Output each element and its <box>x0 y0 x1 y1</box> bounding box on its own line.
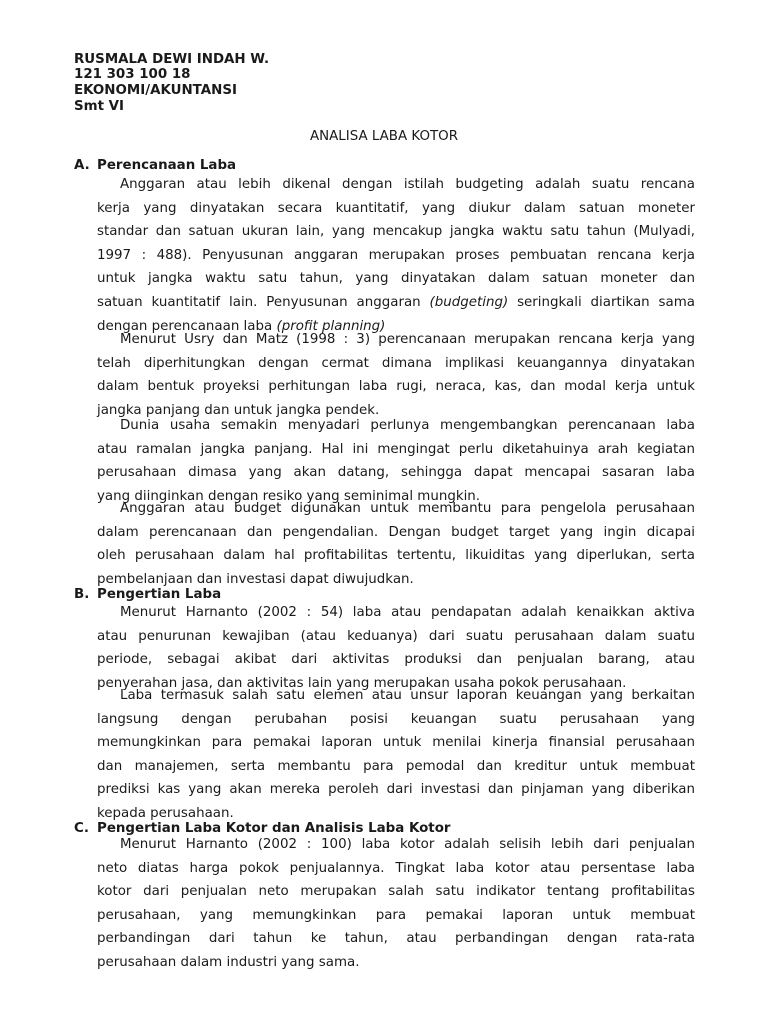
text-line: penyerahan jasa, dan aktivitas lain yang merupakan usaha pokok perusahaan. <box>97 675 627 691</box>
paragraph <box>97 601 695 695</box>
text-line: standar dan satuan ukuran lain, yang mencakup jangka waktu satu tahun (Mulyadi, <box>97 224 695 240</box>
text-line: yang diinginkan dengan resiko yang seminimal mungkin. <box>97 488 481 504</box>
section-heading-a <box>74 158 236 174</box>
text-line: prediksi kas yang akan mereka peroleh dari investasi dan pinjaman yang diberikan <box>97 782 695 798</box>
text-line: oleh perusahaan dalam hal profitabilitas tertentu, likuiditas yang diperlukan, serta <box>97 548 695 564</box>
text-line: dalam bentuk proyeksi perhitungan laba rugi, neraca, kas, dan modal kerja untuk <box>97 379 695 395</box>
author-name: RUSMALA DEWI INDAH W. <box>74 52 270 67</box>
text-line: kepada perusahaan. <box>97 805 234 821</box>
text-line: Menurut Harnanto (2002 : 100) laba kotor adalah selisih lebih dari penjualan <box>120 837 695 852</box>
text-fragment: dengan perencanaan laba <box>97 318 273 334</box>
italic-term: (profit planning) <box>276 318 386 334</box>
text-line: langsung dengan perubahan posisi keuangan suatu perusahaan yang <box>97 711 695 727</box>
text-line: perusahaan dalam industri yang sama. <box>97 954 360 970</box>
section-letter: B. <box>74 587 90 602</box>
text-line: memungkinkan para pemakai laporan untuk menilai kinerja finansial perusahaan <box>97 735 695 751</box>
section-title: Pengertian Laba <box>97 587 222 602</box>
text-line: Anggaran atau lebih dikenal dengan istilah budgeting adalah suatu rencana <box>120 177 695 192</box>
document-title: ANALISA LABA KOTOR <box>309 129 459 144</box>
italic-term: (budgeting) <box>429 294 509 310</box>
text-line: atau penurunan kewajiban (atau keduanya) dari suatu perusahaan dalam suatu <box>97 628 695 644</box>
text-line: jangka panjang dan untuk jangka pendek. <box>97 402 380 418</box>
section-title: Perencanaan Laba <box>97 158 237 173</box>
text-line: dan manajemen, serta membantu para pemodal dan kreditur untuk membuat <box>97 758 695 774</box>
section-title: Pengertian Laba Kotor dan Analisis Laba Kotor <box>97 821 451 836</box>
text-line: Anggaran atau budget digunakan untuk membantu para pengelola perusahaan <box>120 501 695 516</box>
text-line: Menurut Usry dan Matz (1998 : 3) perencanaan merupakan rencana kerja yang <box>120 332 695 347</box>
section-letter: C. <box>74 821 89 836</box>
text-fragment: satuan kuantitatif lain. Penyusunan anggaran <box>97 294 421 310</box>
paragraph <box>97 414 695 508</box>
text-line: neto diatas harga pokok penjualannya. Tingkat laba kotor atau persentase laba <box>97 860 695 876</box>
text-line: Laba termasuk salah satu elemen atau unsur laporan keuangan yang berkaitan <box>120 688 695 703</box>
semester: Smt VI <box>74 99 125 114</box>
section-letter: A. <box>74 158 90 173</box>
text-line: dalam perencanaan dan pengendalian. Dengan budget target yang ingin dicapai <box>97 524 695 540</box>
text-line: perbandingan dari tahun ke tahun, atau perbandingan dengan rata-rata <box>97 931 695 947</box>
text-line: kotor dari penjualan neto merupakan salah satu indikator tentang profitabilitas <box>97 884 695 900</box>
paragraph <box>97 833 695 975</box>
text-fragment: seringkali diartikan sama <box>517 294 695 310</box>
paragraph <box>97 684 695 826</box>
text-line: 1997 : 488). Penyusunan anggaran merupakan proses pembuatan rencana kerja <box>97 247 695 263</box>
student-id: 121 303 100 18 <box>74 67 191 82</box>
text-line: Dunia usaha semakin menyadari perlunya mengembangkan perencanaan laba <box>120 418 695 433</box>
text-line: pembelanjaan dan investasi dapat diwujudkan. <box>97 571 414 587</box>
text-line: perusahaan dimasa yang akan datang, sehingga dapat mencapai sasaran laba <box>97 465 695 481</box>
study-program: EKONOMI/AKUNTANSI <box>74 83 237 98</box>
text-line: telah diperhitungkan dengan cermat dimana implikasi keuangannya dinyatakan <box>97 355 695 371</box>
paragraph <box>97 173 695 338</box>
text-line: untuk jangka waktu satu tahun, yang dinyatakan dalam satuan moneter dan <box>97 271 695 287</box>
text-line: atau ramalan jangka panjang. Hal ini mengingat perlu diketahuinya arah kegiatan <box>97 441 695 457</box>
text-line: Menurut Harnanto (2002 : 54) laba atau pendapatan adalah kenaikkan aktiva <box>120 605 695 620</box>
paragraph <box>97 328 695 422</box>
paragraph <box>97 497 695 591</box>
text-line: periode, sebagai akibat dari aktivitas produksi dan penjualan barang, atau <box>97 652 695 668</box>
text-line: perusahaan, yang memungkinkan para pemakai laporan untuk membuat <box>97 907 695 923</box>
text-line <box>97 291 695 315</box>
text-line: kerja yang dinyatakan secara kuantitatif, yang diukur dalam satuan moneter <box>97 200 695 216</box>
